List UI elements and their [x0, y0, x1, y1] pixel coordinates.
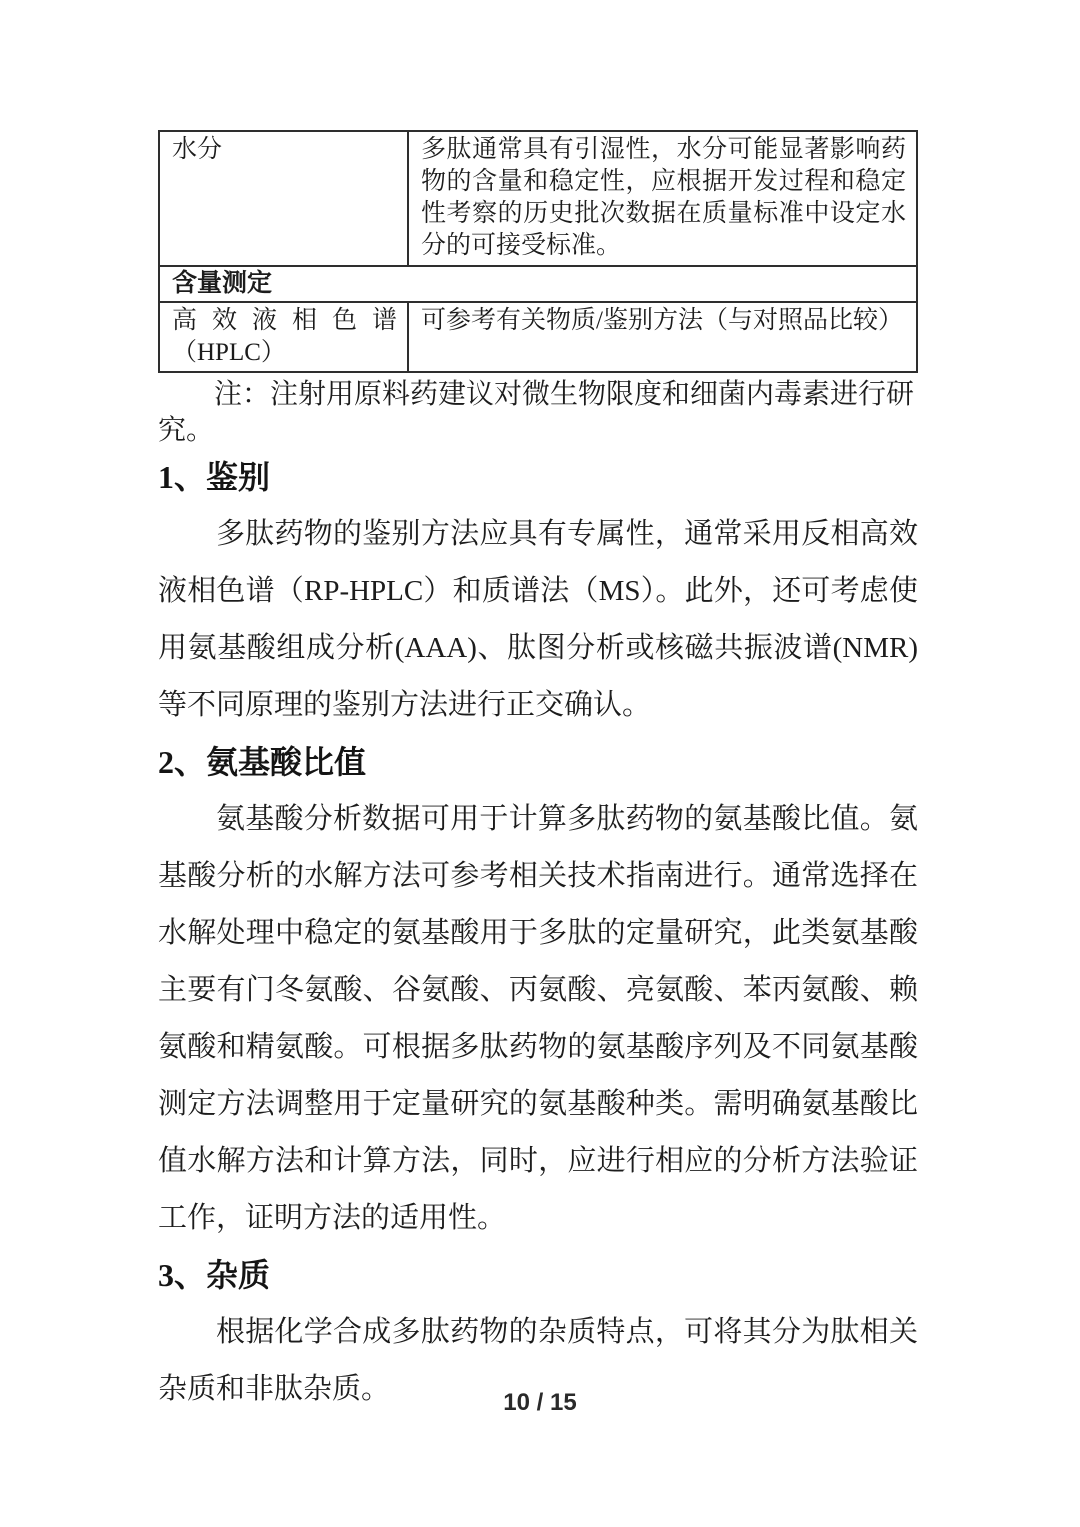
- table-cell-moisture-description: 多肽通常具有引湿性，水分可能显著影响药物的含量和稳定性，应根据开发过程和稳定性考察的历史批次数据在质量标准中设定水分的可接受标准。: [408, 131, 917, 266]
- page-number: 10 / 15: [503, 1389, 577, 1416]
- section-paragraph: 多肽药物的鉴别方法应具有专属性，通常采用反相高效液相色谱（RP-HPLC）和质谱法（MS）。此外，还可考虑使用氨基酸组成分析(AAA)、肽图分析或核磁共振波谱(NMR)等不同原理的鉴别方法进行正交确认。: [158, 518, 918, 721]
- section-amino-acid-ratio: [158, 734, 918, 1247]
- table-cell-moisture-name: 水分: [159, 131, 408, 266]
- table-row-moisture: [159, 131, 917, 266]
- table-row-assay-header: [159, 266, 917, 302]
- table-cell-hplc-description: 可参考有关物质/鉴别方法（与对照品比较）: [408, 302, 917, 372]
- page-content: [158, 130, 918, 1418]
- section-paragraph: 根据化学合成多肽药物的杂质特点，可将其分为肽相关杂质和非肽杂质。: [158, 1316, 918, 1405]
- table-row-hplc: [159, 302, 917, 372]
- table-cell-assay-header: 含量测定: [159, 266, 917, 302]
- section-heading-amino-acid-ratio: 2、氨基酸比值: [158, 744, 367, 780]
- section-heading-identification: 1、鉴别: [158, 459, 271, 495]
- table-footnote: 注：注射用原料药建议对微生物限度和细菌内毒素进行研究。: [158, 379, 915, 446]
- table-cell-hplc-name: [159, 302, 408, 372]
- quality-attributes-table: [158, 130, 918, 373]
- hplc-name-line2: （HPLC）: [172, 339, 286, 366]
- section-paragraph: 氨基酸分析数据可用于计算多肽药物的氨基酸比值。氨基酸分析的水解方法可参考相关技术指南进行。通常选择在水解处理中稳定的氨基酸用于多肽的定量研究，此类氨基酸主要有门冬氨酸、谷氨酸、丙氨酸、亮氨酸、苯丙氨酸、赖氨酸和精氨酸。可根据多肽药物的氨基酸序列及不同氨基酸测定方法调整用于定量研究的氨基酸种类。需明确氨基酸比值水解方法和计算方法，同时，应进行相应的分析方法验证工作，证明方法的适用性。: [158, 803, 918, 1234]
- hplc-name-line1: 高效液相色谱: [172, 307, 397, 334]
- section-identification: [158, 449, 918, 734]
- section-heading-impurities: 3、杂质: [158, 1257, 271, 1293]
